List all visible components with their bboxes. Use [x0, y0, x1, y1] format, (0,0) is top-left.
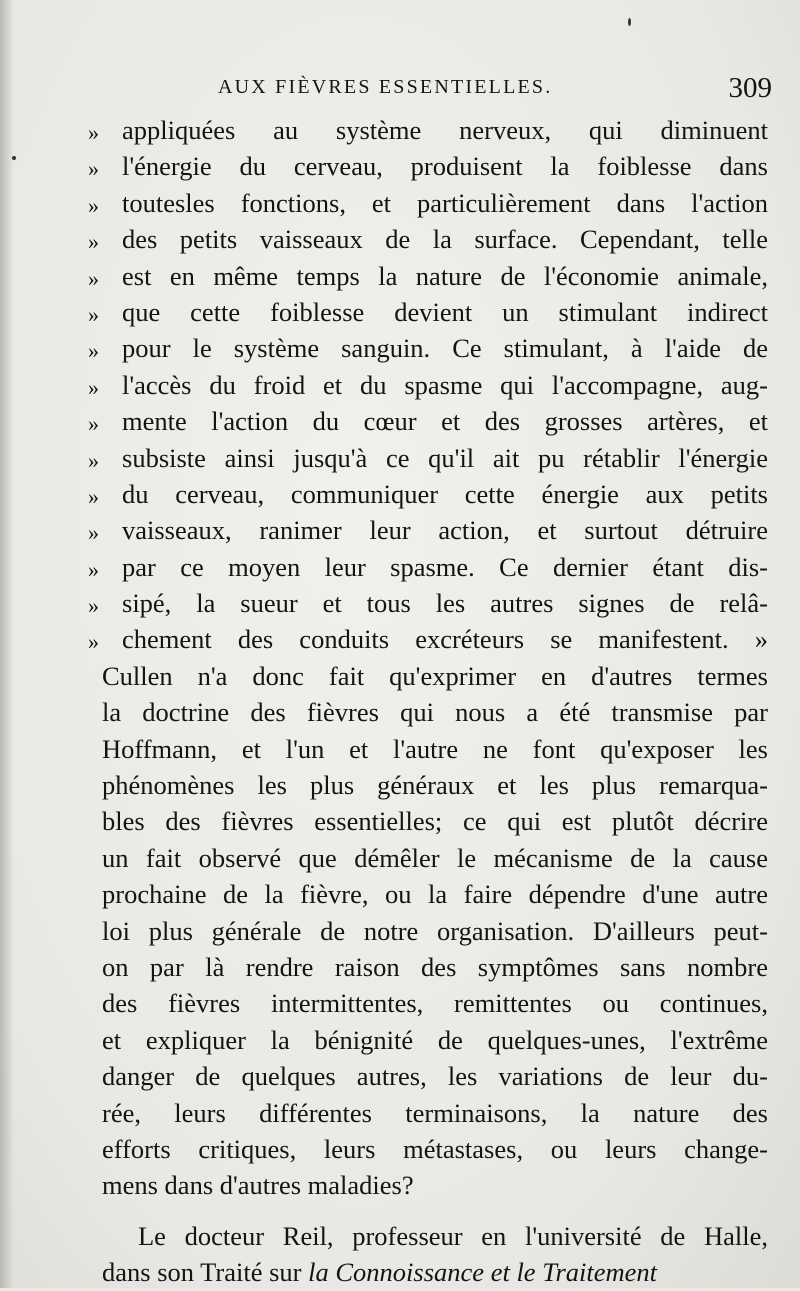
quote-mark: » — [88, 192, 99, 218]
text-line: mente l'action du cœur et des grosses artères, et — [122, 406, 768, 437]
quoted-line — [88, 549, 768, 585]
text-line: vaisseaux, ranimer leur action, et surtout détruire — [122, 515, 768, 546]
text-line: la doctrine des fièvres qui nous a été transmise par — [102, 697, 768, 728]
text-line: mens dans d'autres maladies? — [102, 1170, 414, 1201]
next-paragraph-second-line — [88, 1254, 768, 1290]
text-line: un fait observé que démêler le mécanisme de la cause — [102, 842, 768, 873]
quoted-line — [88, 367, 768, 403]
text-line: bles des fièvres essentielles; ce qui est plutôt décrire — [102, 806, 768, 837]
text-line: appliquées au système nerveux, qui diminuent — [122, 115, 768, 145]
text-line: Hoffmann, et l'un et l'autre ne font qu'exposer les — [102, 733, 768, 764]
text-line: Le docteur Reil, professeur en l'université de Halle, — [138, 1220, 768, 1251]
quote-mark: » — [88, 411, 99, 437]
paragraph-line — [88, 1095, 768, 1131]
text-line: sipé, la sueur et tous les autres signes de relâ- — [122, 588, 768, 619]
quote-mark: » — [88, 629, 99, 655]
quote-mark: » — [88, 338, 99, 364]
body-text — [88, 112, 768, 1291]
paragraph-line — [88, 949, 768, 985]
ink-speck — [628, 18, 631, 26]
text-line: que cette foiblesse devient un stimulant indirect — [122, 296, 768, 327]
ink-speck — [12, 156, 16, 160]
paragraph-line — [88, 803, 768, 839]
next-paragraph-first-line — [88, 1218, 768, 1254]
quote-mark: » — [88, 556, 99, 582]
text-line: danger de quelques autres, les variations de leur du- — [102, 1061, 768, 1092]
paragraph-line — [88, 731, 768, 767]
paragraph-line — [88, 876, 768, 912]
quoted-line — [88, 585, 768, 621]
text-line: pour le système sanguin. Ce stimulant, à l'aide de — [122, 333, 768, 364]
quote-mark: » — [88, 156, 99, 182]
page-gutter-shadow — [0, 0, 14, 1288]
paragraph-line — [88, 840, 768, 876]
paragraph-line — [88, 658, 768, 694]
text-line: du cerveau, communiquer cette énergie aux petits — [122, 478, 768, 509]
quoted-line — [88, 330, 768, 366]
text-line: subsiste ainsi jusqu'à ce qu'il ait pu rétablir l'énergie — [122, 442, 768, 473]
quote-mark: » — [88, 520, 99, 546]
quoted-line — [88, 403, 768, 439]
text-line: toutesles fonctions, et particulièrement dans l'action — [122, 187, 768, 218]
paragraph-line — [88, 694, 768, 730]
text-line: rée, leurs différentes terminaisons, la nature des — [102, 1097, 768, 1128]
text-line: phénomènes les plus généraux et les plus remarqua- — [102, 770, 768, 801]
page-header — [100, 72, 772, 108]
paragraph-line — [88, 1022, 768, 1058]
quoted-line — [88, 221, 768, 257]
quote-mark: » — [88, 120, 99, 145]
quoted-line — [88, 440, 768, 476]
quote-mark: » — [88, 447, 99, 473]
text-line: loi plus générale de notre organisation. D'ailleurs peut- — [102, 915, 768, 946]
paragraph-line — [88, 1167, 768, 1203]
quoted-line — [88, 621, 768, 657]
quoted-line — [88, 294, 768, 330]
text-line: et expliquer la bénignité de quelques-unes, l'extrême — [102, 1024, 768, 1055]
quoted-line — [88, 185, 768, 221]
quote-mark: » — [88, 483, 99, 509]
text-line: Cullen n'a donc fait qu'exprimer en d'autres termes — [102, 660, 768, 691]
paragraph-line — [88, 1131, 768, 1167]
text-line: l'énergie du cerveau, produisent la foiblesse dans — [122, 151, 768, 182]
text-line: l'accès du froid et du spasme qui l'accompagne, aug- — [122, 369, 768, 400]
paragraph-line — [88, 985, 768, 1021]
paragraph-line — [88, 1058, 768, 1094]
text-line: on par là rendre raison des symptômes sans nombre — [102, 951, 768, 982]
text-line: efforts critiques, leurs métastases, ou leurs change- — [102, 1133, 768, 1164]
quoted-line — [88, 512, 768, 548]
quote-mark: » — [88, 229, 99, 255]
quoted-line — [88, 476, 768, 512]
quote-mark: » — [88, 593, 99, 619]
text-line: prochaine de la fièvre, ou la faire dépendre d'une autre — [102, 879, 768, 910]
quotation-block — [88, 112, 768, 658]
text-line: chement des conduits excréteurs se manifestent. » — [122, 624, 768, 655]
quoted-line — [88, 148, 768, 184]
text-roman: dans son Traité sur — [102, 1257, 309, 1288]
book-title-italic: la Connoissance et le Traitement — [308, 1257, 658, 1288]
quote-mark: » — [88, 265, 99, 291]
running-head: AUX FIÈVRES ESSENTIELLES. — [218, 76, 553, 98]
page-number: 309 — [728, 72, 772, 104]
paragraph-line — [88, 913, 768, 949]
quoted-line — [88, 112, 768, 148]
quoted-line — [88, 258, 768, 294]
text-line: des petits vaisseaux de la surface. Cependant, telle — [122, 224, 768, 255]
text-line: est en même temps la nature de l'économie animale, — [122, 260, 768, 291]
quote-mark: » — [88, 301, 99, 327]
text-line: des fièvres intermittentes, remittentes ou continues, — [102, 988, 768, 1019]
paragraph — [88, 658, 768, 1204]
quote-mark: » — [88, 374, 99, 400]
paragraph-line — [88, 767, 768, 803]
text-line: par ce moyen leur spasme. Ce dernier étant dis- — [122, 551, 768, 582]
